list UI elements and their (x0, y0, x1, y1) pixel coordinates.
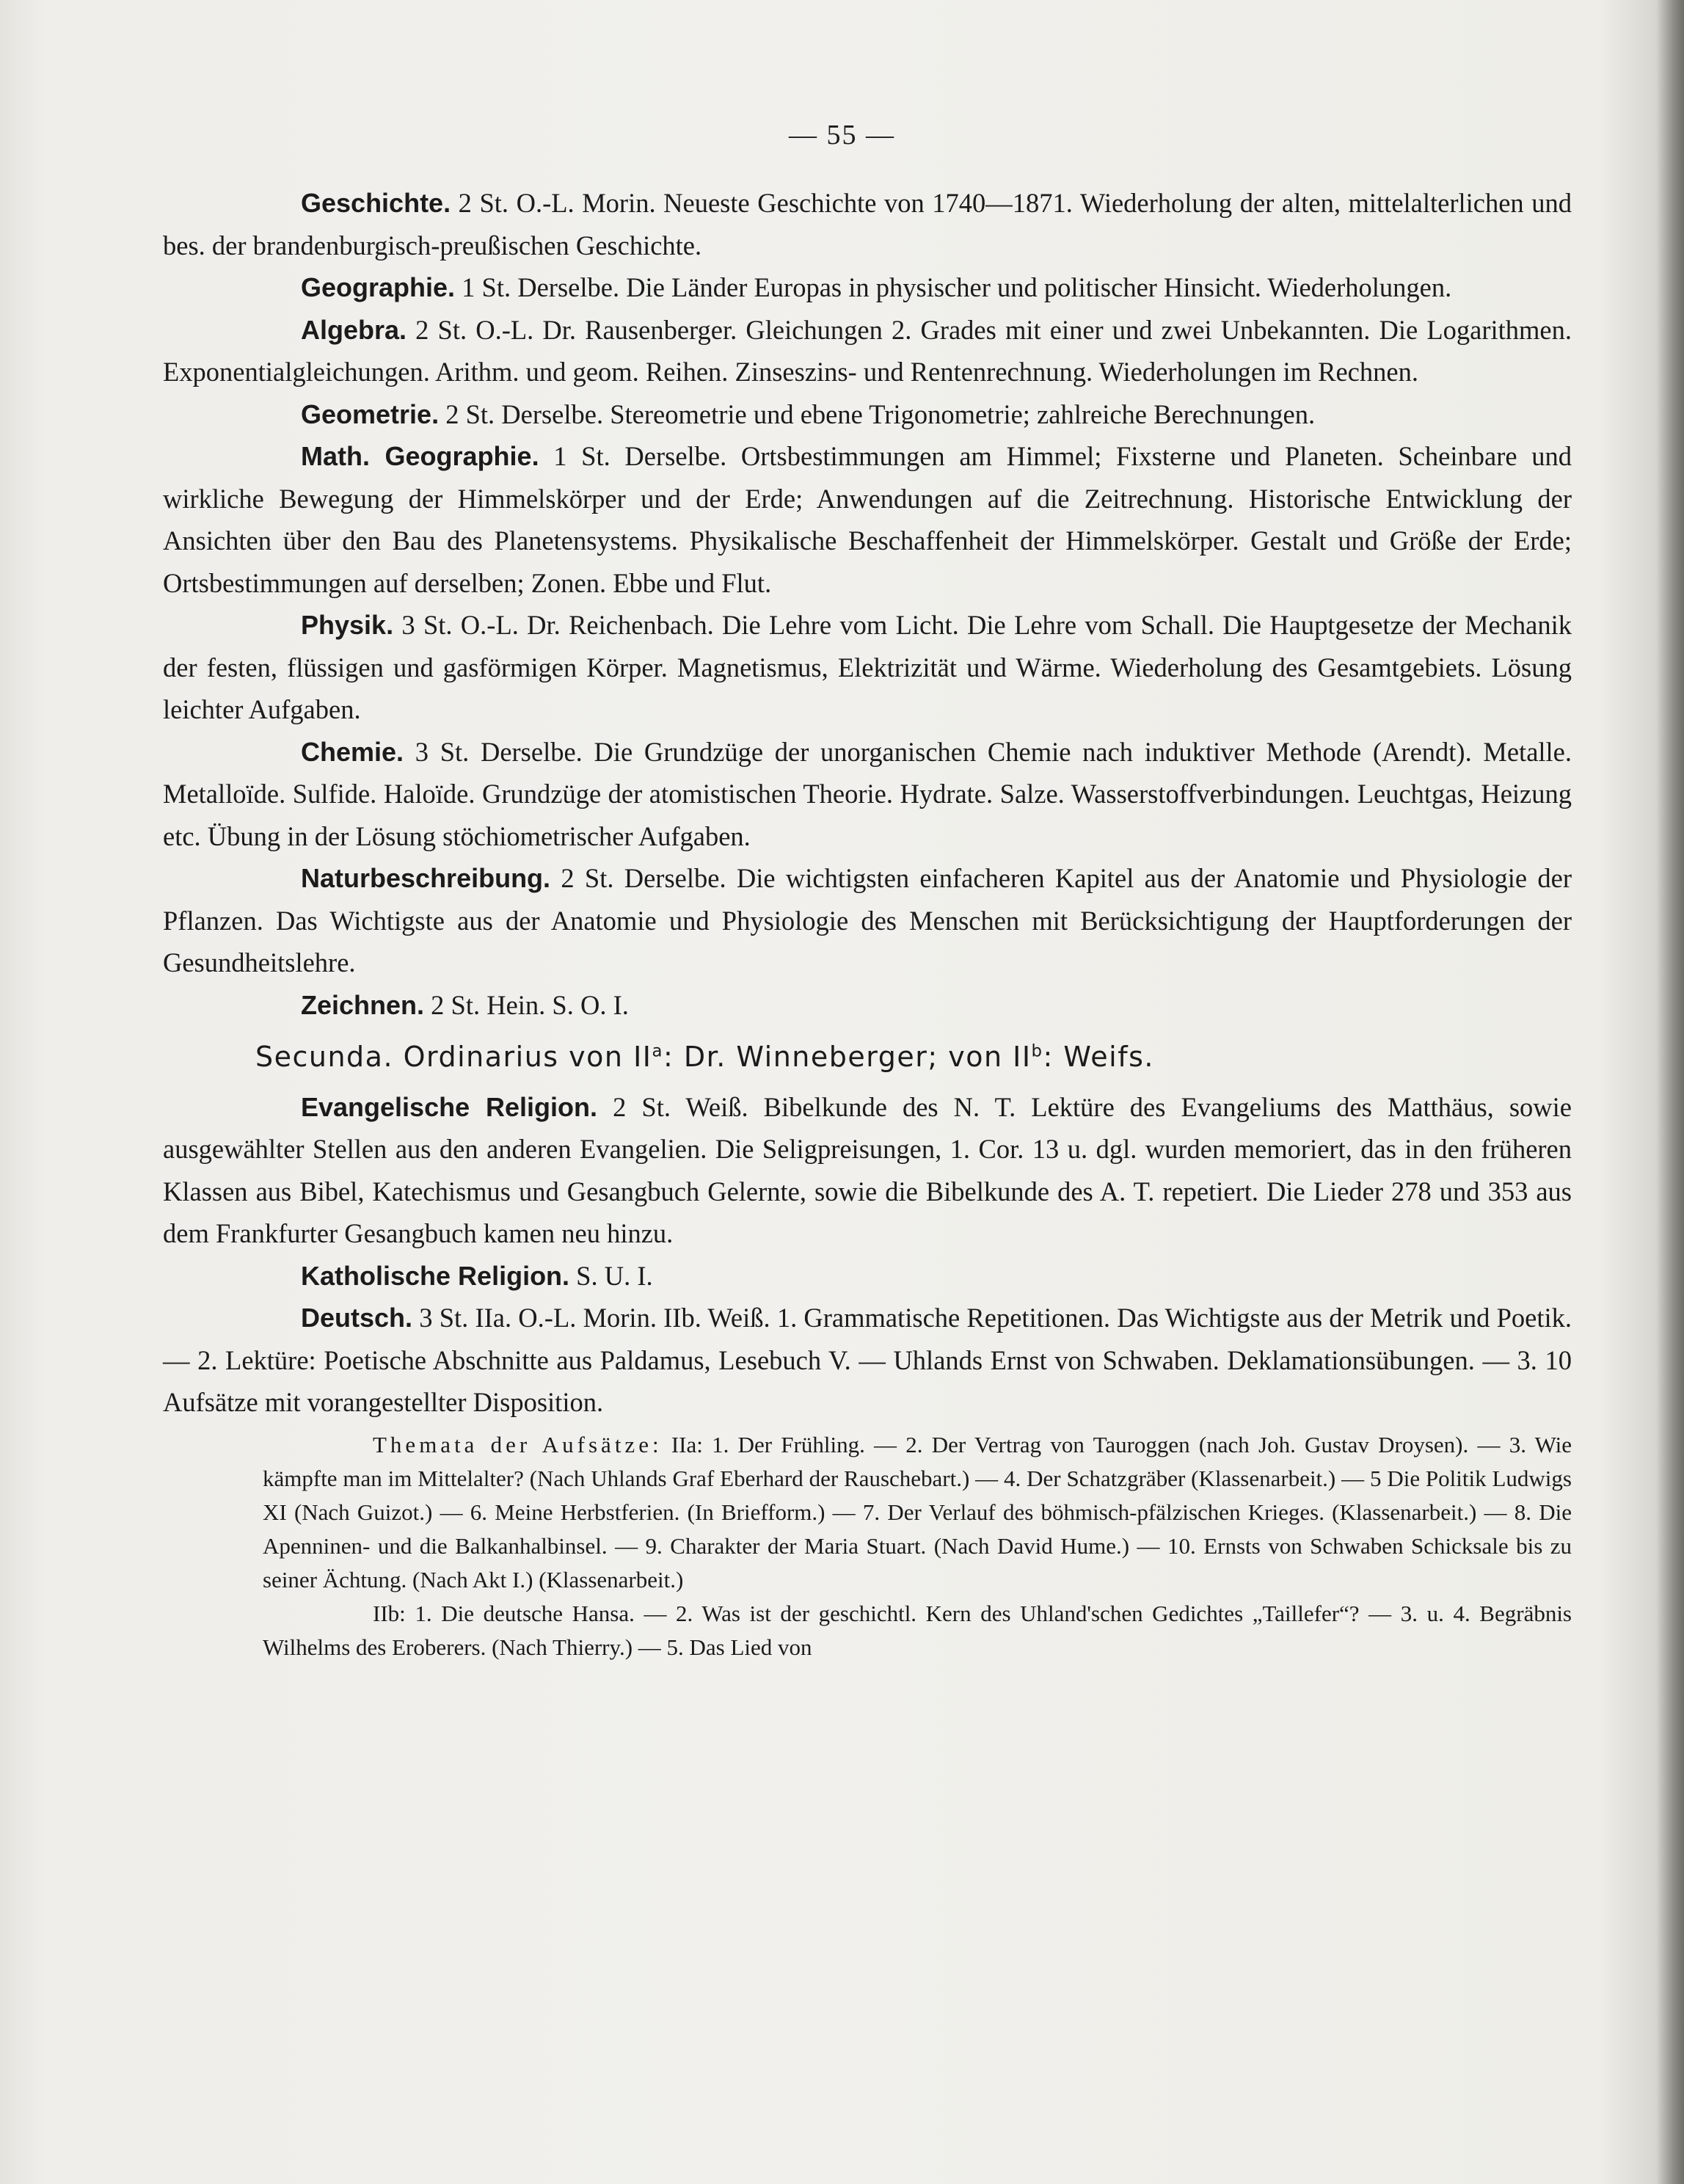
paragraph-geometrie (163, 393, 1572, 436)
themata-label: Themata der Aufsätze: (373, 1431, 663, 1457)
paragraph-geschichte (163, 182, 1572, 266)
text-chemie: 3 St. Derselbe. Die Grundzüge der unorganischen Chemie nach induktiver Methode (Arendt). Metalle. Metalloïde. Sulfide. Haloïde. Grundzüge der atomistischen Theorie. Hydrate. Salze. Wasserstoffverbindungen. Leuchtgas, Heizung etc. Übung in der Lösung stöchiometrischer Aufgaben. (163, 736, 1572, 851)
paragraph-math-geographie (163, 435, 1572, 604)
paragraph-naturbeschreibung (163, 857, 1572, 984)
text-geschichte: 2 St. O.-L. Morin. Neueste Geschichte von 1740—1871. Wiederholung der alten, mittelalterlichen und bes. der brandenburgisch-preußischen Geschichte. (163, 188, 1572, 261)
paragraph-chemie (163, 731, 1572, 858)
page-edge-shadow (1658, 0, 1684, 2184)
heading-physik: Physik. (301, 610, 394, 640)
paragraph-algebra (163, 309, 1572, 393)
heading-geschichte: Geschichte. (301, 188, 451, 218)
paragraph-themata-iib (263, 1597, 1572, 1664)
secunda-title-part-2: : Dr. Winneberger; von II (663, 1041, 1032, 1073)
heading-geometrie: Geometrie. (301, 398, 440, 429)
heading-naturbeschreibung: Naturbeschreibung. (301, 863, 551, 893)
paragraph-ev-religion (163, 1086, 1572, 1255)
page-number: — 55 — (789, 120, 895, 150)
text-naturbeschreibung: 2 St. Derselbe. Die wichtigsten einfacheren Kapitel aus der Anatomie und Physiologie der Pflanzen. Das Wichtigste aus der Anatomie und Physiologie des Menschen mit Berücksichtigung der Hauptforderungen der Gesundheitslehre. (163, 863, 1572, 978)
paragraph-deutsch (163, 1297, 1572, 1424)
text-deutsch: 3 St. IIa. O.-L. Morin. IIb. Weiß. 1. Grammatische Repetitionen. Das Wichtigste aus der Metrik und Poetik. — 2. Lektüre: Poetische Abschnitte aus Paldamus, Lesebuch V. — Uhlands Ernst von Schwaben. Deklamationsübungen. — 3. 10 Aufsätze mit vorangestellter Disposition. (163, 1303, 1572, 1417)
heading-deutsch: Deutsch. (301, 1303, 413, 1333)
heading-zeichnen: Zeichnen. (301, 989, 425, 1020)
themata-iia-text: IIa: 1. Der Frühling. — 2. Der Vertrag von Tauroggen (nach Joh. Gustav Droysen). — 3. Wie kämpfte man im Mittelalter? (Nach Uhlands Graf Eberhard der Rauschebart.) — 4. Der Schatzgräber (Klassenarbeit.) — 5 Die Politik Ludwigs XI (Nach Guizot.) — 6. Meine Herbstferien. (In Briefform.) — 7. Der Verlauf des böhmisch-pfälzischen Krieges. (Klassenarbeit.) — 8. Die Apenninen- und die Balkanhalbinsel. — 9. Charakter der Maria Stuart. (Nach David Hume.) — 10. Ernsts von Schwaben Schicksale bis zu seiner Ächtung. (Nach Akt I.) (Klassenarbeit.) (263, 1431, 1572, 1592)
text-math-geographie: 1 St. Derselbe. Ortsbestimmungen am Himmel; Fixsterne und Planeten. Scheinbare und wirkliche Bewegung der Himmelskörper und der Erde; Anwendungen auf die Zeitrechnung. Historische Entwicklung der Ansichten über den Bau des Planetensystems. Physikalische Beschaffenheit der Himmelskörper. Gestalt und Größe der Erde; Ortsbestimmungen auf derselben; Zonen. Ebbe und Flut. (163, 441, 1572, 598)
heading-math-geographie: Math. Geographie. (301, 441, 539, 471)
page-body (163, 182, 1572, 1664)
text-geometrie: 2 St. Derselbe. Stereometrie und ebene Trigonometrie; zahlreiche Berechnungen. (445, 398, 1316, 429)
heading-chemie: Chemie. (301, 736, 404, 767)
secunda-sup-b: b (1031, 1041, 1043, 1061)
heading-kath-religion: Katholische Religion. (301, 1260, 570, 1291)
secunda-sup-a: a (652, 1041, 663, 1061)
text-algebra: 2 St. O.-L. Dr. Rausenberger. Gleichungen 2. Grades mit einer und zwei Unbekannten. Die Logarithmen. Exponentialgleichungen. Arithm. und geom. Reihen. Zinseszins- und Rentenrechnung. Wiederholungen im Rechnen. (163, 314, 1572, 387)
text-zeichnen: 2 St. Hein. S. O. I. (431, 989, 629, 1020)
text-geographie: 1 St. Derselbe. Die Länder Europas in physischer und politischer Hinsicht. Wiederholungen. (462, 272, 1452, 302)
heading-geographie: Geographie. (301, 272, 456, 302)
text-ev-religion: 2 St. Weiß. Bibelkunde des N. T. Lektüre des Evangeliums des Matthäus, sowie ausgewählter Stellen aus den anderen Evangelien. Die Seligpreisungen, 1. Cor. 13 u. dgl. wurden memoriert, das in den früheren Klassen aus Bibel, Katechismus und Gesangbuch Gelernte, sowie die Bibelkunde des A. T. repetiert. Die Lieder 278 und 353 aus dem Frankfurter Gesangbuch kamen neu hinzu. (163, 1091, 1572, 1248)
themata-iib-text: IIb: 1. Die deutsche Hansa. — 2. Was ist der geschichtl. Kern des Uhland'schen Gedichtes „Taillefer“? — 3. u. 4. Begräbnis Wilhelms des Eroberers. (Nach Thierry.) — 5. Das Lied von (263, 1600, 1572, 1660)
heading-ev-religion: Evangelische Religion. (301, 1091, 598, 1122)
paragraph-physik (163, 604, 1572, 731)
secunda-title-part-3: : Weifs. (1043, 1041, 1154, 1073)
paragraph-zeichnen (163, 984, 1572, 1027)
paragraph-themata-iia (263, 1428, 1572, 1597)
section-title-secunda (163, 1036, 1572, 1079)
paragraph-kath-religion (163, 1255, 1572, 1297)
paragraph-geographie (163, 266, 1572, 309)
text-kath-religion: S. U. I. (576, 1260, 653, 1291)
secunda-title-part-1: Secunda. Ordinarius von II (255, 1041, 652, 1073)
heading-algebra: Algebra. (301, 314, 407, 345)
text-physik: 3 St. O.-L. Dr. Reichenbach. Die Lehre vom Licht. Die Lehre vom Schall. Die Hauptgesetze der Mechanik der festen, flüssigen und gasförmigen Körper. Magnetismus, Elektrizität und Wärme. Wiederholung des Gesamtgebiets. Lösung leichter Aufgaben. (163, 610, 1572, 724)
